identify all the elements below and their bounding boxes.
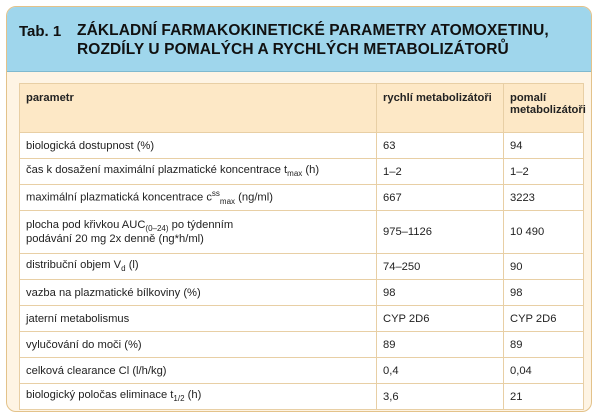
- row-fast-value: 98: [377, 280, 504, 306]
- table-frame: [6, 6, 592, 412]
- row-fast-value: 3,6: [377, 384, 504, 410]
- row-slow-value: 94: [504, 133, 584, 159]
- row-param: jaterní metabolismus: [20, 306, 377, 332]
- row-fast-value: 975–1126: [377, 211, 504, 254]
- table-header-band: [7, 7, 591, 72]
- table-header-row: [20, 84, 584, 133]
- table-row: [20, 185, 584, 211]
- column-header-fast: rychlí metabolizátoři: [377, 84, 504, 133]
- row-slow-value: CYP 2D6: [504, 306, 584, 332]
- row-param: celková clearance Cl (l/h/kg): [20, 358, 377, 384]
- pharmacokinetics-table: [19, 83, 584, 410]
- table-title: ZÁKLADNÍ FARMAKOKINETICKÉ PARAMETRY ATOMOXETINU, ROZDÍLY U POMALÝCH A RYCHLÝCH METABOLIZÁTORŮ: [77, 22, 549, 58]
- column-header-slow: pomalí metabolizátoři: [504, 84, 584, 133]
- table-row: [20, 159, 584, 185]
- row-fast-value: 1–2: [377, 159, 504, 185]
- table-row: [20, 332, 584, 358]
- table-row: [20, 358, 584, 384]
- row-param: biologický poločas eliminace $t_{1/2}$ (h): [20, 384, 377, 410]
- row-slow-value: 89: [504, 332, 584, 358]
- row-fast-value: 0,4: [377, 358, 504, 384]
- row-slow-value: 10 490: [504, 211, 584, 254]
- table-row: [20, 280, 584, 306]
- row-slow-value: 21: [504, 384, 584, 410]
- row-param: čas k dosažení maximální plazmatické koncentrace $t_{max}$ (h): [20, 159, 377, 185]
- row-param: plocha pod křivkou $AUC_{(0-24)}$ po týdenním podávání 20 mg 2x denně (ng*h/ml): [20, 211, 377, 254]
- row-slow-value: 0,04: [504, 358, 584, 384]
- row-fast-value: 63: [377, 133, 504, 159]
- row-fast-value: 74–250: [377, 254, 504, 280]
- table-row: [20, 254, 584, 280]
- row-param: maximální plazmatická koncentrace $c^{ss}_{max}$ (ng/ml): [20, 185, 377, 211]
- row-param: vazba na plazmatické bílkoviny (%): [20, 280, 377, 306]
- row-param: biologická dostupnost (%): [20, 133, 377, 159]
- column-header-parameter: parametr: [20, 84, 377, 133]
- row-fast-value: CYP 2D6: [377, 306, 504, 332]
- row-param: distribuční objem $V_d$ (l): [20, 254, 377, 280]
- row-slow-value: 3223: [504, 185, 584, 211]
- table-row: [20, 211, 584, 254]
- table-number: Tab. 1: [19, 23, 62, 40]
- table-row: [20, 306, 584, 332]
- row-fast-value: 89: [377, 332, 504, 358]
- row-fast-value: 667: [377, 185, 504, 211]
- row-slow-value: 90: [504, 254, 584, 280]
- row-param: vylučování do moči (%): [20, 332, 377, 358]
- row-slow-value: 1–2: [504, 159, 584, 185]
- table-row: [20, 133, 584, 159]
- table-row: [20, 384, 584, 410]
- row-slow-value: 98: [504, 280, 584, 306]
